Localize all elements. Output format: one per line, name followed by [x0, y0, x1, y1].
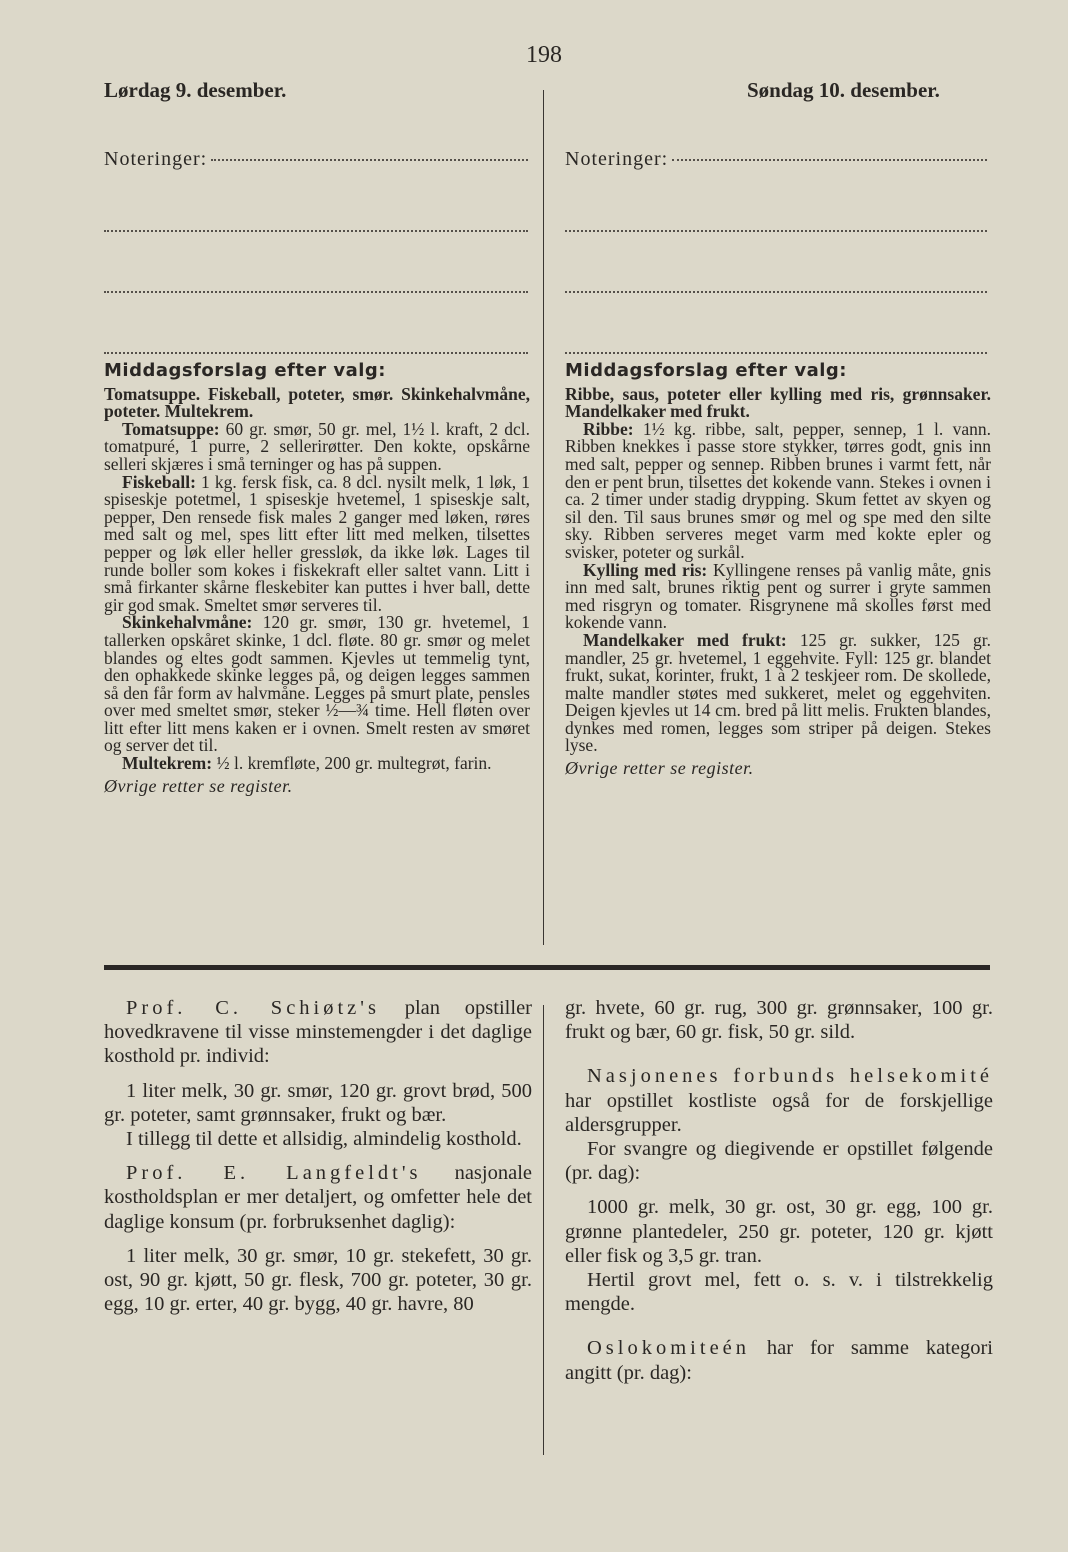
recipe-title: Multekrem:	[122, 753, 213, 774]
article-column-left	[104, 996, 532, 1316]
paragraph	[565, 1336, 993, 1384]
menu-subtitle: Tomatsuppe. Fiskeball, poteter, smør. Skinkehalvmåne, poteter. Multekrem.	[104, 383, 530, 422]
section-rule	[104, 965, 990, 970]
paragraph-text: har opstillet kostliste også for de forskjellige aldersgrupper.	[565, 1089, 993, 1136]
paragraph	[565, 1064, 993, 1137]
paragraph-text: plan opstiller hovedkravene til visse minstemengder i det daglige kosthold pr. individ:	[104, 997, 532, 1068]
paragraph-text: nasjonale kostholdsplan er mer detaljert, og omfetter hele det daglige konsum (pr. forbruksenhet daglig):	[104, 1162, 532, 1233]
notes-label: Noteringer:	[104, 148, 208, 170]
recipe-title: Fiskeball:	[122, 471, 196, 492]
recipe	[565, 559, 992, 633]
menu-saturday	[104, 362, 530, 795]
paragraph: I tillegg til dette et allsidig, almindelig kosthold.	[126, 1128, 522, 1151]
recipe	[104, 755, 530, 773]
day-title-saturday: Lørdag 9. desember.	[104, 78, 287, 102]
recipe	[565, 418, 991, 562]
menu-heading: Middagsforslag efter valg:	[104, 360, 386, 381]
notes-area-left	[104, 148, 528, 354]
recipe	[104, 471, 530, 615]
menu-sunday	[565, 362, 991, 778]
dotted-line	[565, 229, 987, 232]
recipe-title: Kylling med ris:	[583, 559, 708, 580]
day-title-sunday: Søndag 10. desember.	[747, 78, 940, 102]
other-dishes-note: Øvrige retter se register.	[565, 758, 754, 779]
article-column-right	[565, 996, 993, 1385]
recipe	[104, 418, 530, 474]
recipe-text: 125 gr. sukker, 125 gr. mandler, 25 gr. hvetemel, 1 eggehvite. Fyll: 125 gr. blandet frukt, sukat, korinter, frukt, 1 à 2 teskjeer rom. De skollede, malte mandler støtes med sukkeret, melet og eggehviten. Deigen kjevles ut 14 cm. bred på litt melis. Frukten blandes, dynkes med romen, legges som striper på deigen. Stekes lyse.	[565, 629, 991, 756]
notes-label: Noteringer:	[565, 148, 669, 170]
paragraph: 1 liter melk, 30 gr. smør, 10 gr. stekefett, 30 gr. ost, 90 gr. kjøtt, 50 gr. flesk, 700 gr. poteter, 30 gr. egg, 10 gr. erter, 40 gr. bygg, 40 gr. havre, 80	[104, 1244, 532, 1316]
notes-area-right	[565, 148, 987, 354]
recipe-text: 120 gr. smør, 130 gr. hvetemel, 1 tallerken opskåret skinke, 1 dcl. fløte. 80 gr. smør og melet blandes og eltes godt sammen. Kjevles ut temmelig tynt, den ophakkede skinke legges på, og deigen legges sammen så den får form av halvmåne. Legges på smurt plate, pensles over med smeltet smør, steker ½—¾ time. Hell fløten over litt efter litt mens kaken er i ovnen. Smelt resten av smøret og server det til.	[104, 612, 530, 756]
paragraph	[104, 996, 532, 1069]
menu-heading: Middagsforslag efter valg:	[565, 360, 847, 381]
organisation-name: Nasjonenes forbunds helsekomité	[587, 1065, 993, 1088]
person-name: Prof. E. Langfeldt's	[126, 1162, 422, 1185]
menu-subtitle: Ribbe, saus, poteter eller kylling med ris, grønnsaker. Mandelkaker med frukt.	[565, 383, 991, 422]
dotted-line	[672, 158, 987, 161]
recipe-text: 1 kg. fersk fisk, ca. 8 dcl. nysilt melk, 1 løk, 1 spiseskje potetmel, 1 spiseskje hvetemel, 1 spiseskje salt, pepper, Den rensede fisk males 2 ganger med løken, røres med salt og mel, spes litt efter litt med melken, tilsettes pepper og løk eller heller gressløk, da ikke løk. Lages til runde boller som kokes i fiskekraft eller saltet vann. Litt i små firkanter skårne fleskebiter kan puttes i hver ball, dette gir god smak. Smeltet smør serveres til.	[104, 471, 530, 615]
dotted-line	[211, 158, 528, 161]
paragraph-text: har for samme kategori angitt (pr. dag):	[565, 1337, 993, 1384]
paragraph: 1000 gr. melk, 30 gr. ost, 30 gr. egg, 100 gr. grønne plantedeler, 250 gr. poteter, 120 gr. kjøtt eller fisk og 3,5 gr. tran.	[565, 1196, 993, 1267]
column-divider	[543, 90, 544, 945]
recipe-text: Kyllingene renses på vanlig måte, gnis inn med salt, brunes riktig pent og surrer i gryte sammen med risgryn og tomater. Risgrynene må skolles først med kokende vann.	[565, 559, 992, 633]
dotted-line	[565, 351, 987, 354]
organisation-name: Oslokomiteén	[587, 1337, 751, 1360]
recipe-title: Skinkehalvmåne:	[122, 612, 253, 633]
paragraph: 1 liter melk, 30 gr. smør, 120 gr. grovt brød, 500 gr. poteter, samt grønnsaker, frukt og bær.	[104, 1079, 532, 1126]
dotted-line	[104, 290, 528, 293]
paragraph	[104, 1161, 532, 1234]
person-name: Prof. C. Schiøtz's	[126, 997, 380, 1019]
paragraph: gr. hvete, 60 gr. rug, 300 gr. grønnsaker, 100 gr. frukt og bær, 60 gr. fisk, 50 gr. sild.	[565, 997, 993, 1044]
recipe	[565, 629, 991, 756]
recipe-text: 1½ kg. ribbe, salt, pepper, sennep, 1 l. vann. Ribben knekkes i passe store stykker, tørres godt, gnis inn med salt, pepper og sennep. Ribben brunes i varmt fett, når den er pent brun, tilsettes det kokende vann. Stekes i ovnen i ca. 2 timer under stadig drypping. Skum fettet av skyen og sil den. Til saus brunes smør og mel og spe med den silte sky. Ribben serveres meget varm med kokte epler og svisker, poteter og surkål.	[565, 418, 991, 562]
column-divider	[543, 1005, 544, 1455]
paragraph: Hertil grovt mel, fett o. s. v. i tilstrekkelig mengde.	[565, 1269, 993, 1316]
recipe	[104, 614, 530, 755]
dotted-line	[104, 229, 528, 232]
paragraph: For svangre og diegivende er opstillet følgende (pr. dag):	[565, 1138, 993, 1185]
dotted-line	[565, 290, 987, 293]
recipe-title: Mandelkaker med frukt:	[583, 629, 787, 650]
recipe-text: 60 gr. smør, 50 gr. mel, 1½ l. kraft, 2 dcl. tomatpuré, 1 purre, 2 sellerirøtter. Den kokte, opskårne selleri skjæres i små terninger og has på suppen.	[104, 418, 530, 474]
recipe-title: Ribbe:	[583, 418, 634, 439]
page-number: 198	[526, 42, 562, 68]
recipe-text: ½ l. kremfløte, 200 gr. multegrøt, farin.	[212, 753, 492, 774]
other-dishes-note: Øvrige retter se register.	[104, 775, 293, 796]
recipe-title: Tomatsuppe:	[122, 418, 220, 439]
dotted-line	[104, 351, 528, 354]
